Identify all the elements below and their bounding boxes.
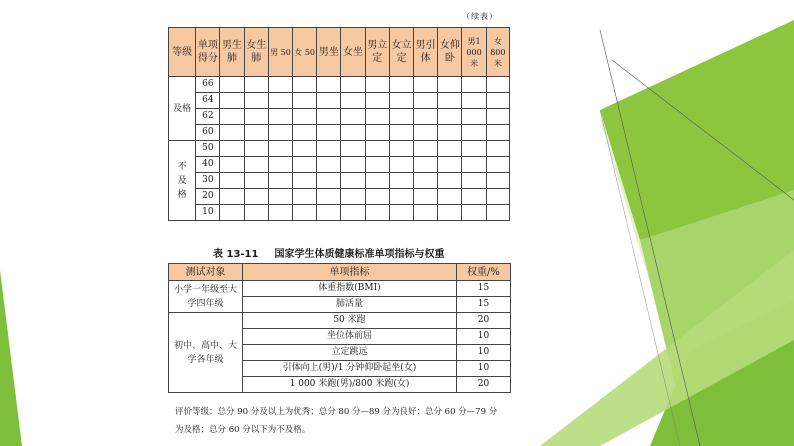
table-row (169, 313, 511, 329)
table-row (169, 141, 510, 157)
score-cell: 50 (196, 141, 220, 157)
header-cell: 测试对象 (169, 264, 243, 281)
score-cell: 60 (196, 125, 220, 141)
left-green-wedge (0, 270, 22, 446)
score-table-header (169, 28, 510, 77)
continued-label: （续表） (462, 12, 498, 21)
weight-cell: 15 (457, 281, 511, 297)
header-cell: 权重/% (457, 264, 511, 281)
header-cell: 单项指标 (243, 264, 457, 281)
header-cell: 男坐 (317, 28, 341, 77)
table-row (169, 157, 510, 173)
weight-table-header (169, 264, 511, 281)
table-row (169, 125, 510, 141)
score-cell: 64 (196, 93, 220, 109)
weight-cell: 10 (457, 345, 511, 361)
table-row (169, 189, 510, 205)
test-target: 初中、高中、大学各年级 (169, 313, 243, 393)
weight-cell: 10 (457, 329, 511, 345)
test-target: 小学一年级至大学四年级 (169, 281, 243, 313)
table-row (169, 77, 510, 93)
table-row (169, 109, 510, 125)
indicator-cell: 体重指数(BMI) (243, 281, 457, 297)
score-cell: 40 (196, 157, 220, 173)
indicator-cell: 立定跳远 (243, 345, 457, 361)
header-cell: 男引体 (414, 28, 438, 77)
header-cell: 男立定 (365, 28, 389, 77)
score-cell: 20 (196, 189, 220, 205)
indicator-cell: 坐位体前屈 (243, 329, 457, 345)
grade-fail: 不及格 (169, 141, 196, 221)
table-row (169, 93, 510, 109)
header-cell: 男1 000米 (462, 28, 486, 77)
score-table (168, 27, 510, 221)
header-cell: 单项得分 (196, 28, 220, 77)
table-row (169, 205, 510, 221)
table-title: 国家学生体质健康标准单项指标与权重 (274, 249, 445, 260)
score-cell: 66 (196, 77, 220, 93)
score-cell: 30 (196, 173, 220, 189)
evaluation-note-line-1: 评价等级：总分 90 分及以上为优秀；总分 80 分—89 分为良好；总分 60 分—79 分 (175, 407, 498, 417)
grade-pass: 及格 (169, 77, 196, 141)
header-cell: 女立定 (389, 28, 413, 77)
weight-cell: 20 (457, 313, 511, 329)
header-cell: 等级 (169, 28, 196, 77)
indicator-cell: 肺活量 (243, 297, 457, 313)
header-cell: 女坐 (341, 28, 365, 77)
header-cell: 男生肺 (220, 28, 244, 77)
header-cell: 女 50 (293, 28, 317, 77)
weight-cell: 20 (457, 377, 511, 393)
header-cell: 女生肺 (244, 28, 268, 77)
indicator-cell: 50 米跑 (243, 313, 457, 329)
table-row (169, 281, 511, 297)
table-number: 表 13-11 (213, 249, 259, 260)
score-cell: 10 (196, 205, 220, 221)
header-cell: 男 50 (268, 28, 292, 77)
indicator-cell: 引体向上(男)/1 分钟仰卧起坐(女) (243, 361, 457, 377)
score-cell: 62 (196, 109, 220, 125)
evaluation-note-line-2: 为及格；总分 60 分以下为不及格。 (175, 425, 311, 435)
table-caption (213, 245, 444, 260)
indicator-cell: 1 000 米跑(男)/800 米跑(女) (243, 377, 457, 393)
header-cell: 女仰卧 (438, 28, 462, 77)
weight-cell: 15 (457, 297, 511, 313)
weight-cell: 10 (457, 361, 511, 377)
weight-table (168, 263, 511, 393)
header-cell: 女800米 (486, 28, 509, 77)
table-row (169, 173, 510, 189)
